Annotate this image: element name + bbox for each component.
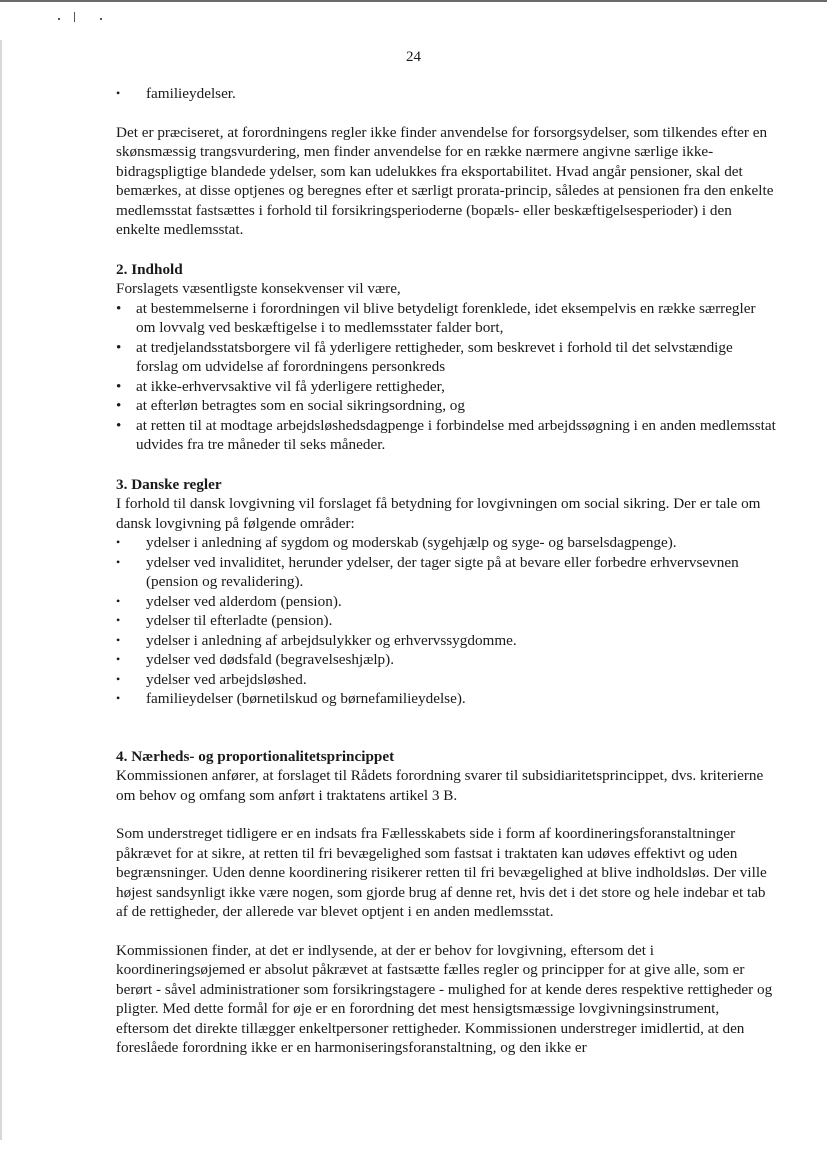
section-lead: I forhold til dansk lovgivning vil forslaget få betydning for lovgivningen om social sikring. Der er tale om dansk lovgivning på følgende områder: — [116, 495, 761, 532]
section-lead: Forslagets væsentligste konsekvenser vil være, — [116, 280, 401, 297]
paragraph: Kommissionen anfører, at forslaget til Rådets forordning svarer til subsidiaritetsprincippet, dvs. kriterierne om behov og omfang som anført i traktatens artikel 3 B. — [116, 767, 764, 804]
list-item: • familieydelser. — [116, 84, 776, 104]
paragraph: Det er præciseret, at forordningens regler ikke finder anvendelse for forsorgsydelser, som tilkendes efter en skønsmæssig trangsvurdering, men finder anvendelse for en række nærmere angivne særlige ikke-bidragspligtige blandede ydelser, som kan udelukkes fra eksportabilitet. Hvad angår pensioner, skal det bemærkes, at disse optjenes og beregnes efter et særligt prorata-princip, således at pensionen fra den enkelte medlemsstat fastsættes i forhold til forsikringsperioderne (bopæls- eller beskæftigelsesperioder) i den enkelte medlemsstat. — [116, 123, 774, 238]
intro-list — [116, 84, 776, 104]
scan-edge-left — [0, 40, 2, 1140]
list-item: • ydelser ved invaliditet, herunder ydelser, der tager sigte på at bevare eller forbedre erhvervsevnen (pension og revalidering). — [116, 553, 776, 592]
list-item: • at retten til at modtage arbejdsløshedsdagpenge i forbindelse med arbejdssøgning i en anden medlemsstat udvides fra tre måneder til seks måneder. — [116, 416, 776, 455]
page-number: 24 — [406, 49, 421, 65]
document-body — [116, 84, 776, 1058]
list-item: • ydelser ved arbejdsløshed. — [116, 670, 776, 690]
list-item: • ydelser ved dødsfald (begravelseshjælp). — [116, 650, 776, 670]
scan-speck — [74, 12, 75, 22]
paragraph: Kommissionen finder, at det er indlysende, at der er behov for lovgivning, eftersom det i koordineringsøjemed er absolut påkrævet at fastsætte fælles regler og principper for at give alle, som er berørt - såvel administrationer som forsikringstagere - mulighed for at kende deres respektive rettigheder og pligter. Med dette formål for øje er en forordning det mest hensigtsmæssige lovgivningsinstrument, eftersom det direkte tillægger enkeltpersoner rettigheder. Kommissionen understreger imidlertid, at den foreslåede forordning ikke er en harmoniseringsforanstaltning, og den ikke er — [116, 941, 773, 1056]
list-item: • at bestemmelserne i forordningen vil blive betydeligt forenklede, idet eksempelvis en række særregler om lovvalg ved beskæftigelse i to medlemsstater falder bort, — [116, 299, 776, 338]
scan-edge-top — [0, 0, 827, 2]
list-item: • ydelser til efterladte (pension). — [116, 611, 776, 631]
list-item: • ydelser i anledning af arbejdsulykker og erhvervssygdomme. — [116, 631, 776, 651]
paragraph: Som understreget tidligere er en indsats fra Fællesskabets side i form af koordineringsforanstaltninger påkrævet for at sikre, at retten til fri bevægelighed som fastsat i traktaten kan udøves effektivt og uden begrænsninger. Uden denne koordinering risikerer retten til fri bevægelighed at blive indholdsløs. Der ville højest sandsynligt ikke være nogen, som gjorde brug af denne ret, hvis det i det store og hele indebar et tab af de rettigheder, der allerede var blevet optjent i en anden medlemsstat. — [116, 825, 767, 920]
scan-speck — [100, 18, 102, 20]
list-item: • familieydelser (børnetilskud og børnefamilieydelse). — [116, 689, 776, 709]
list-item: • ydelser i anledning af sygdom og moderskab (sygehjælp og syge- og barselsdagpenge). — [116, 533, 776, 553]
list-item: • ydelser ved alderdom (pension). — [116, 592, 776, 612]
list-item: • at efterløn betragtes som en social sikringsordning, og — [116, 396, 776, 416]
section-heading: 3. Danske regler — [116, 475, 222, 493]
list-item: • at tredjelandsstatsborgere vil få yderligere rettigheder, som beskrevet i forhold til det selvstændige forslag om udvidelse af forordningens personkreds — [116, 338, 776, 377]
danish-rules-list — [116, 533, 776, 709]
consequences-list — [116, 299, 776, 455]
list-item: • at ikke-erhvervsaktive vil få yderligere rettigheder, — [116, 377, 776, 397]
section-heading: 4. Nærheds- og proportionalitetsprincippet — [116, 747, 395, 765]
scan-speck — [58, 18, 60, 20]
section-heading: 2. Indhold — [116, 260, 183, 278]
